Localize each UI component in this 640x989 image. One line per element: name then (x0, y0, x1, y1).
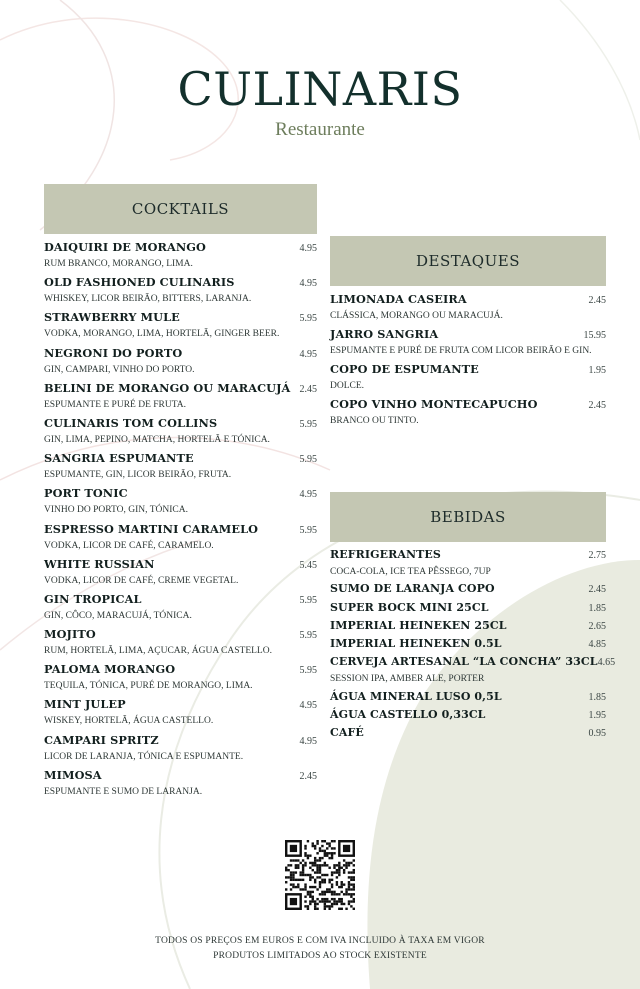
menu-item-price: 2.45 (588, 584, 606, 596)
menu-item-description: GIN, CÔCO, MARACUJÁ, TÓNICA. (44, 610, 192, 621)
menu-item-name: SUPER BOCK MINI 25CL (330, 600, 489, 614)
restaurant-title: CULINARIS (177, 62, 463, 116)
menu-item-row (330, 548, 606, 565)
menu-item-description: ESPUMANTE, GIN, LICOR BEIRÃO, FRUTA. (44, 470, 232, 481)
menu-item-price: 2.45 (299, 383, 317, 395)
menu-item-row (330, 362, 606, 379)
menu-item-price: 1.95 (588, 365, 606, 376)
menu-item (44, 310, 317, 345)
menu-item (44, 275, 317, 310)
menu-item (330, 637, 606, 654)
menu-item-name: CULINARIS TOM COLLINS (44, 415, 218, 430)
destaques-list (330, 292, 606, 428)
menu-item-description: TEQUILA, TÓNICA, PURÉ DE MORANGO, LIMA. (44, 681, 253, 692)
menu-item-row (44, 240, 317, 257)
menu-item-row (44, 733, 317, 750)
menu-item (44, 522, 317, 557)
menu-item (330, 601, 606, 618)
menu-item (330, 655, 616, 688)
menu-item-price: 2.45 (588, 295, 606, 306)
menu-item-price: 4.95 (299, 243, 317, 254)
menu-item-name: COPO DE ESPUMANTE (330, 362, 479, 376)
menu-item-row (44, 627, 317, 644)
menu-item-description: ESPUMANTE E PURÉ DE FRUTA COM LICOR BEIRÃO E GIN. (330, 346, 592, 356)
menu-item-name: LIMONADA CASEIRA (330, 292, 467, 306)
menu-item (44, 486, 317, 521)
menu-item (330, 690, 606, 707)
menu-item (44, 592, 317, 627)
menu-item (44, 662, 317, 697)
menu-item-row (44, 662, 317, 679)
cocktails-section (44, 184, 317, 803)
menu-item-row (330, 327, 606, 344)
menu-item-name: JARRO SANGRIA (330, 327, 439, 341)
menu-item-price: 4.95 (299, 700, 317, 712)
menu-item (330, 397, 606, 428)
menu-item-row (44, 275, 317, 292)
menu-item-name: ÁGUA CASTELLO 0,33CL (330, 708, 486, 722)
menu-item-price: 5.95 (299, 454, 317, 466)
footer-note (0, 934, 640, 964)
menu-item-price: 2.75 (588, 550, 606, 561)
menu-item-price: 2.65 (588, 620, 606, 632)
menu-item-name: COPO VINHO MONTECAPUCHO (330, 397, 538, 411)
menu-item-name: CAFÉ (330, 726, 364, 740)
footer-line-prices: TODOS OS PREÇOS EM EUROS E COM IVA INCLUIDO À TAXA EM VIGOR (155, 936, 485, 946)
menu-item-row (330, 582, 606, 599)
menu-item-price: 5.95 (299, 630, 317, 642)
menu-item-name: BELINI DE MORANGO OU MARACUJÁ (44, 380, 291, 395)
menu-item-row (44, 310, 317, 327)
menu-item (44, 451, 317, 486)
menu-item-description: SESSION IPA, AMBER ALE, PORTER (330, 673, 485, 684)
menu-item-description: VODKA, MORANGO, LIMA, HORTELÃ, GINGER BEER. (44, 329, 280, 340)
menu-item (330, 327, 606, 358)
menu-item-row (44, 557, 317, 574)
menu-item-name: IMPERIAL HEINEKEN 25CL (330, 618, 507, 632)
menu-item-description: ESPUMANTE E SUMO DE LARANJA. (44, 786, 203, 797)
menu-item-description: WHISKEY, LICOR BEIRÃO, BITTERS, LARANJA. (44, 294, 252, 305)
bebidas-heading: BEBIDAS (330, 492, 606, 542)
menu-item-name: PALOMA MORANGO (44, 662, 176, 677)
menu-item-description: RUM, HORTELÃ, LIMA, AÇUCAR, ÁGUA CASTELLO. (44, 646, 272, 657)
menu-item-description: BRANCO OU TINTO. (330, 416, 419, 426)
menu-item-row (44, 522, 317, 539)
menu-item (44, 346, 317, 381)
menu-item-price: 15.95 (583, 330, 606, 341)
menu-item (44, 557, 317, 592)
menu-item (330, 619, 606, 636)
menu-item-name: CERVEJA ARTESANAL “LA CONCHA” 33CL (330, 655, 598, 669)
menu-item-name: STRAWBERRY MULE (44, 310, 180, 325)
menu-item-description: COCA-COLA, ICE TEA PÊSSEGO, 7UP (330, 566, 491, 577)
menu-item-name: MINT JULEP (44, 697, 126, 712)
menu-item-row (330, 292, 606, 309)
menu-item-price: 5.95 (299, 313, 317, 325)
menu-item (44, 733, 317, 768)
menu-item-price: 2.45 (588, 400, 606, 411)
menu-item-row (330, 726, 606, 743)
menu-item-row (330, 637, 606, 654)
menu-item-description: CLÁSSICA, MORANGO OU MARACUJÁ. (330, 311, 503, 321)
menu-item-price: 5.95 (299, 665, 317, 677)
menu-item-name: OLD FASHIONED CULINARIS (44, 275, 235, 290)
menu-item (330, 582, 606, 599)
menu-item-name: MIMOSA (44, 767, 102, 782)
menu-item-row (44, 697, 317, 714)
destaques-section (330, 236, 606, 432)
menu-item-row (330, 619, 606, 636)
menu-item-name: MOJITO (44, 627, 96, 642)
menu-item (330, 292, 606, 323)
menu-item-row (44, 416, 317, 433)
footer-line-stock: PRODUTOS LIMITADOS AO STOCK EXISTENTE (213, 951, 427, 961)
menu-item-description: ESPUMANTE E PURÉ DE FRUTA. (44, 399, 187, 410)
menu-item-description: VINHO DO PORTO, GIN, TÓNICA. (44, 505, 188, 516)
menu-item-name: DAIQUIRI DE MORANGO (44, 240, 206, 254)
menu-item-price: 1.95 (588, 710, 606, 722)
menu-item-description: WISKEY, HORTELÃ, ÁGUA CASTELLO. (44, 716, 214, 727)
menu-item-price: 5.95 (299, 418, 317, 430)
menu-item-price: 0.95 (588, 728, 606, 740)
menu-item-row (330, 708, 606, 725)
menu-item-row (44, 486, 317, 503)
menu-item-row (44, 768, 317, 785)
menu-item-row (330, 655, 616, 672)
bebidas-section (330, 492, 616, 745)
menu-item-name: IMPERIAL HEINEKEN 0.5L (330, 637, 502, 651)
menu-item-price: 5.95 (299, 594, 317, 606)
qr-code[interactable] (285, 840, 355, 910)
menu-item-price: 4.85 (588, 639, 606, 651)
menu-item-description: GIN, CAMPARI, VINHO DO PORTO. (44, 364, 195, 375)
menu-item (330, 708, 606, 725)
menu-item-row (44, 346, 317, 363)
menu-item-name: GIN TROPICAL (44, 591, 142, 606)
menu-item-price: 5.45 (299, 559, 317, 571)
menu-item-description: RUM BRANCO, MORANGO, LIMA. (44, 259, 193, 269)
restaurant-subtitle: Restaurante (275, 119, 365, 140)
menu-item-name: PORT TONIC (44, 486, 128, 501)
menu-item (44, 768, 317, 803)
menu-item-description: DOLCE. (330, 381, 365, 391)
menu-item-name: SANGRIA ESPUMANTE (44, 451, 194, 466)
menu-item-description: LICOR DE LARANJA, TÓNICA E ESPUMANTE. (44, 751, 244, 762)
menu-item (44, 240, 317, 275)
menu-item-name: WHITE RUSSIAN (44, 556, 155, 571)
menu-item-name: NEGRONI DO PORTO (44, 345, 183, 360)
cocktails-list (44, 240, 317, 803)
destaques-heading: DESTAQUES (330, 236, 606, 286)
menu-item-price: 4.95 (299, 348, 317, 360)
menu-item-price: 4.95 (299, 278, 317, 290)
menu-item-name: REFRIGERANTES (330, 548, 441, 561)
menu-item (44, 627, 317, 662)
menu-item-price: 4.65 (597, 657, 616, 669)
menu-item-row (44, 451, 317, 468)
menu-item (44, 416, 317, 451)
menu-item-row (330, 690, 606, 707)
bebidas-list (330, 548, 616, 743)
menu-item (44, 381, 317, 416)
menu-item (330, 726, 606, 743)
menu-item-description: VODKA, LICOR DE CAFÉ, CARAMELO. (44, 540, 214, 551)
menu-item (330, 362, 606, 393)
menu-item-name: ESPRESSO MARTINI CARAMELO (44, 521, 259, 536)
menu-item (44, 697, 317, 732)
menu-item-row (44, 381, 317, 398)
menu-item-price: 1.85 (588, 602, 606, 614)
cocktails-heading: COCKTAILS (44, 184, 317, 234)
menu-item-price: 4.95 (299, 735, 317, 747)
menu-item-name: CAMPARI SPRITZ (44, 732, 159, 747)
menu-item-row (330, 601, 606, 618)
menu-item-price: 5.95 (299, 524, 317, 536)
menu-item-description: VODKA, LICOR DE CAFÉ, CREME VEGETAL. (44, 575, 239, 586)
menu-item-price: 1.85 (588, 691, 606, 703)
menu-item-name: SUMO DE LARANJA COPO (330, 582, 495, 596)
menu-item-name: ÁGUA MINERAL LUSO 0,5L (330, 689, 502, 703)
menu-item-price: 2.45 (299, 770, 317, 782)
menu-item-row (44, 592, 317, 609)
menu-item-description: GIN, LIMA, PEPINO, MATCHA, HORTELÃ E TÓNICA. (44, 434, 270, 445)
menu-item-row (330, 397, 606, 414)
menu-item-price: 4.95 (299, 489, 317, 501)
menu-item (330, 548, 606, 581)
